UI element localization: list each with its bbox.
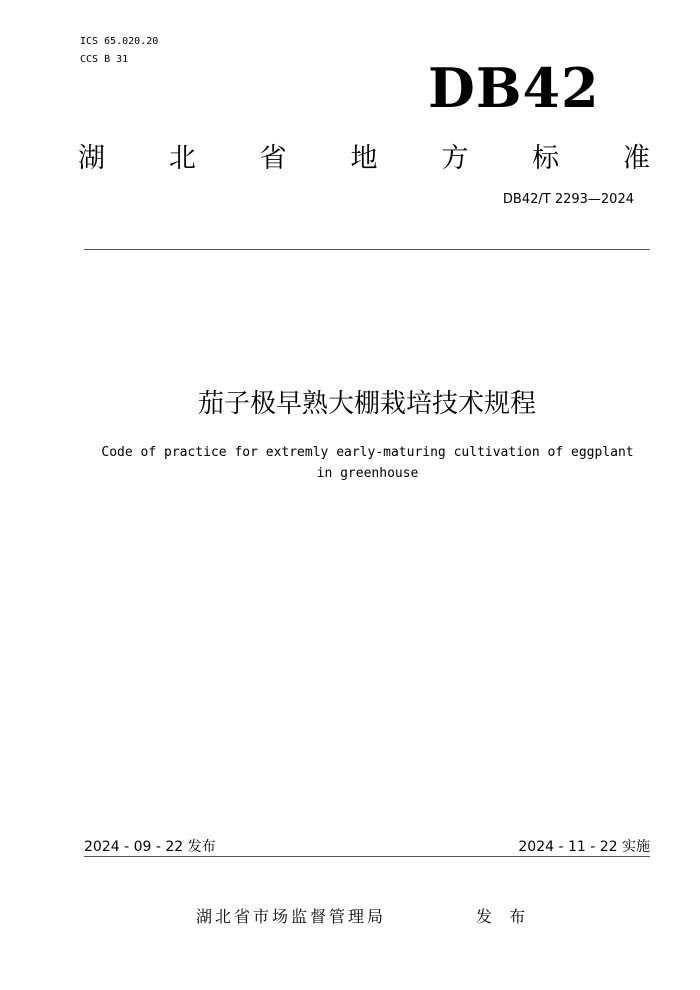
standard-type-char: 省: [259, 143, 287, 174]
standard-type-char: 地: [350, 143, 378, 174]
document-title-zh: 茄子极早熟大棚栽培技术规程: [197, 389, 536, 419]
ccs-code: CCS B 31: [80, 54, 129, 65]
effective-date: 2024 - 11 - 22 实施: [518, 839, 650, 855]
standard-type-char: 方: [441, 143, 469, 174]
standard-type-char: 标: [532, 143, 560, 174]
standard-type-char: 湖: [78, 143, 105, 174]
standard-type-char: 准: [622, 143, 650, 174]
title-en-line: in greenhouse: [316, 466, 419, 481]
standard-type-char: 北: [168, 143, 196, 174]
standard-type: [78, 136, 650, 175]
issue-label: 发 布: [476, 907, 532, 926]
ics-code: ICS 65.020.20: [80, 36, 159, 47]
standard-number: DB42/T 2293—2024: [502, 192, 634, 207]
issuing-authority: 湖北省市场监督管理局: [196, 907, 387, 926]
db42-logo: DB42: [428, 56, 600, 120]
footer-divider: [84, 856, 650, 857]
publish-date: 2024 - 09 - 22 发布: [84, 839, 216, 855]
title-en-line: Code of practice for extremly early-maturing cultivation of eggplant: [101, 445, 634, 460]
header-divider: [84, 249, 650, 250]
document-title-en: [80, 442, 655, 484]
